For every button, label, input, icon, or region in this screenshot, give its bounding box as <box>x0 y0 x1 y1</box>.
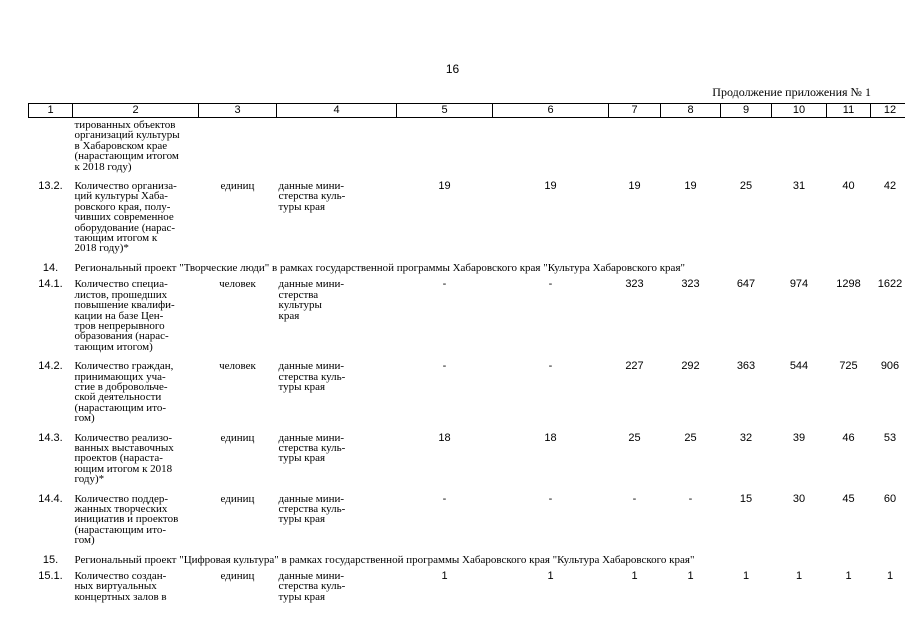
value-cell: - <box>442 492 447 505</box>
section-row <box>29 260 905 276</box>
table-header <box>29 104 905 118</box>
source-cell: данные мини- стерства куль- туры края <box>278 360 346 393</box>
header-cell: 8 <box>661 104 721 118</box>
unit-cell: единиц <box>220 570 255 583</box>
value-cell: 15 <box>739 492 753 505</box>
indicator-cell: тированных объектов организаций культуры в Хабаровском крае (нарастающим итогом к 2018 году) <box>74 119 180 173</box>
header-cell: 6 <box>493 104 609 118</box>
value-cell: - <box>548 360 553 373</box>
table-row <box>29 178 905 260</box>
indicators-table <box>28 103 905 608</box>
value-cell: 25 <box>684 431 697 444</box>
value-cell: 725 <box>839 360 858 373</box>
source-cell: данные мини- стерства куль- туры края <box>278 492 346 526</box>
indicator-cell: Количество организа- ций культуры Хаба- ровского края, полу- чивших современное оборудование (нарас- тающим итогом к 2018 году)* <box>74 180 177 255</box>
value-cell: 60 <box>883 492 897 505</box>
value-cell: 19 <box>544 180 557 193</box>
page-number: 16 <box>445 62 460 76</box>
value-cell: 46 <box>842 431 855 444</box>
value-cell: 39 <box>792 431 806 444</box>
value-cell: 1 <box>547 570 554 583</box>
value-cell: 1 <box>795 570 803 583</box>
value-cell: - <box>632 492 637 505</box>
header-cell: 12 <box>871 104 905 118</box>
row-index: 14.1. <box>38 278 63 291</box>
value-cell: 31 <box>792 180 806 193</box>
header-cell: 9 <box>721 104 772 118</box>
value-cell: 323 <box>681 278 700 291</box>
value-cell: 53 <box>883 431 897 444</box>
value-cell: 1 <box>742 570 750 583</box>
section-row <box>29 552 905 568</box>
header-cell: 7 <box>609 104 661 118</box>
indicator-cell: Количество создан- ных виртуальных концертных залов в <box>74 570 167 603</box>
value-cell: 25 <box>739 180 753 193</box>
continuation-label: Продолжение приложения № 1 <box>712 85 871 99</box>
header-cell: 10 <box>772 104 827 118</box>
table-row <box>29 568 905 608</box>
table-row <box>29 491 905 552</box>
table-body <box>29 118 905 609</box>
unit-cell: единиц <box>220 492 255 505</box>
header-cell: 2 <box>73 104 199 118</box>
value-cell: 363 <box>736 360 756 373</box>
unit-cell: человек <box>219 278 256 291</box>
value-cell: 45 <box>842 492 855 505</box>
value-cell: 906 <box>880 360 900 373</box>
value-cell: 19 <box>684 180 697 193</box>
source-cell: данные мини- стерства куль- туры края <box>278 180 346 213</box>
value-cell: 1 <box>441 570 448 583</box>
value-cell: 227 <box>625 360 644 373</box>
source-cell: данные мини- стерства куль- туры края <box>278 431 346 465</box>
value-cell: 1622 <box>877 278 903 291</box>
header-cell: 3 <box>199 104 277 118</box>
value-cell: 544 <box>789 360 809 373</box>
value-cell: 30 <box>792 492 806 505</box>
indicator-cell: Количество поддер- жанных творческих инициатив и проектов (нарастающим ито- гом) <box>74 492 179 547</box>
header-cell: 11 <box>827 104 871 118</box>
header-cell: 1 <box>29 104 73 118</box>
table-row <box>29 358 905 429</box>
value-cell: 32 <box>739 431 753 444</box>
header-cell: 5 <box>397 104 493 118</box>
row-index: 14.4. <box>38 492 63 505</box>
row-index: 15. <box>42 553 59 566</box>
value-cell: 1298 <box>836 278 861 291</box>
section-title: Региональный проект "Творческие люди" в рамках государственной программы Хабаровского края "Культура Хабаровского края" <box>74 261 685 274</box>
value-cell: 292 <box>681 360 700 373</box>
indicator-cell: Количество реализо- ванных выставочных проектов (нараста- ющим итогом к 2018 году)* <box>74 431 174 486</box>
value-cell: - <box>548 278 553 291</box>
unit-cell: единиц <box>220 180 255 193</box>
section-title: Региональный проект "Цифровая культура" в рамках государственной программы Хабаровского края "Культура Хабаровского края" <box>74 553 695 566</box>
value-cell: 974 <box>789 278 809 291</box>
value-cell: 1 <box>631 570 638 583</box>
value-cell: 323 <box>625 278 644 291</box>
source-cell: данные мини- стерства культуры края <box>278 278 345 322</box>
value-cell: 1 <box>845 570 852 583</box>
unit-cell: человек <box>219 360 256 373</box>
row-index: 14.3. <box>38 431 63 444</box>
row-index: 14.2. <box>38 360 63 373</box>
table-row <box>29 276 905 358</box>
value-cell: 1 <box>886 570 894 583</box>
table-row-continuation <box>29 118 905 179</box>
indicator-cell: Количество граждан, принимающих уча- стие в добровольче- ской деятельности (нарастающим ито- гом) <box>74 360 174 425</box>
value-cell: 25 <box>628 431 641 444</box>
value-cell: 18 <box>438 431 451 444</box>
header-cell: 4 <box>277 104 397 118</box>
value-cell: 19 <box>438 180 451 193</box>
value-cell: - <box>442 278 447 291</box>
value-cell: 18 <box>544 431 557 444</box>
indicator-cell: Количество специа- листов, прошедших повышение квалифи- кации на базе Цен- тров непрерывного образования (нарас- тающим итогом) <box>74 278 175 353</box>
value-cell: 40 <box>842 180 855 193</box>
unit-cell: единиц <box>220 431 255 444</box>
row-index: 15.1. <box>38 570 63 583</box>
source-cell: данные мини- стерства куль- туры края <box>278 570 346 603</box>
value-cell: 1 <box>687 570 694 583</box>
value-cell: 42 <box>883 180 897 193</box>
value-cell: - <box>442 360 447 373</box>
row-index: 13.2. <box>38 180 63 193</box>
row-index: 14. <box>42 261 59 274</box>
value-cell: - <box>688 492 693 505</box>
value-cell: 19 <box>628 180 641 193</box>
value-cell: - <box>548 492 553 505</box>
value-cell: 647 <box>736 278 756 291</box>
table-row <box>29 430 905 491</box>
